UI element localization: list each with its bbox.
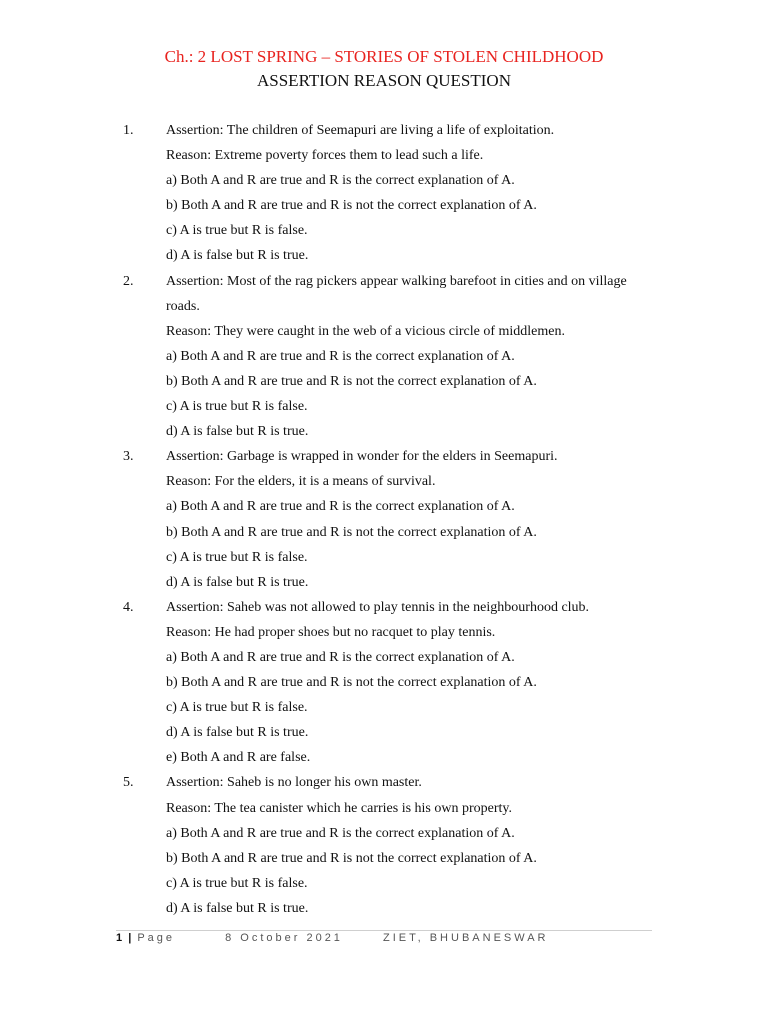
question-line — [0, 494, 768, 519]
question-text: Reason: For the elders, it is a means of survival. — [166, 474, 436, 490]
question-line — [0, 846, 768, 871]
question-text: d) A is false but R is true. — [166, 900, 309, 916]
question-text: d) A is false but R is true. — [166, 424, 309, 440]
question-line — [0, 720, 768, 745]
question-line — [0, 344, 768, 369]
question-line — [0, 570, 768, 595]
question-text: Reason: Extreme poverty forces them to lead such a life. — [166, 148, 484, 164]
question-item — [0, 595, 768, 771]
footer-separator: | — [128, 932, 132, 944]
page-label: Page — [137, 932, 176, 944]
question-text: Assertion: Most of the rag pickers appear walking barefoot in cities and on village — [166, 273, 627, 289]
footer-date: 8 October 2021 — [225, 932, 343, 944]
question-line — [0, 871, 768, 896]
question-item — [0, 444, 768, 595]
question-text: Assertion: Saheb was not allowed to play tennis in the neighbourhood club. — [166, 599, 590, 615]
question-assertion-line — [0, 444, 768, 469]
question-line — [0, 645, 768, 670]
question-text: d) A is false but R is true. — [166, 725, 309, 741]
question-assertion-line — [0, 269, 768, 294]
question-item — [0, 118, 768, 269]
question-line — [0, 419, 768, 444]
question-text: c) A is true but R is false. — [166, 549, 308, 565]
question-text: b) Both A and R are true and R is not the correct explanation of A. — [166, 850, 537, 866]
question-text: b) Both A and R are true and R is not the correct explanation of A. — [166, 198, 537, 214]
question-number: 5. — [123, 775, 134, 791]
question-line — [0, 745, 768, 770]
question-line — [0, 469, 768, 494]
page-footer — [116, 932, 652, 944]
question-number: 1. — [123, 123, 134, 138]
question-text: a) Both A and R are true and R is the correct explanation of A. — [166, 499, 515, 515]
question-line — [0, 143, 768, 168]
question-text: b) Both A and R are true and R is not the correct explanation of A. — [166, 373, 537, 389]
section-subtitle: ASSERTION REASON QUESTION — [257, 71, 511, 90]
question-line — [0, 620, 768, 645]
question-line — [0, 670, 768, 695]
question-line — [0, 243, 768, 268]
question-text: b) Both A and R are true and R is not the correct explanation of A. — [166, 524, 537, 540]
question-item — [0, 269, 768, 445]
question-line — [0, 168, 768, 193]
question-line — [0, 369, 768, 394]
question-line — [0, 896, 768, 921]
question-line — [0, 695, 768, 720]
question-text: roads. — [166, 298, 200, 314]
question-text: Reason: They were caught in the web of a vicious circle of middlemen. — [166, 323, 565, 339]
question-line — [0, 319, 768, 344]
question-text: d) A is false but R is true. — [166, 574, 309, 590]
question-text: e) Both A and R are false. — [166, 750, 311, 766]
question-text: a) Both A and R are true and R is the correct explanation of A. — [166, 348, 515, 364]
question-text: Assertion: Garbage is wrapped in wonder for the elders in Seemapuri. — [166, 449, 558, 465]
chapter-title: Ch.: 2 LOST SPRING – STORIES OF STOLEN CHILDHOOD — [164, 47, 604, 66]
question-text: a) Both A and R are true and R is the correct explanation of A. — [166, 825, 515, 841]
question-assertion-line — [0, 770, 768, 795]
question-text: Assertion: The children of Seemapuri are living a life of exploitation. — [166, 123, 555, 138]
question-text: d) A is false but R is true. — [166, 248, 309, 264]
question-number: 3. — [123, 449, 134, 465]
question-line — [0, 821, 768, 846]
footer-divider — [116, 930, 652, 931]
question-assertion-line — [0, 595, 768, 620]
question-line — [0, 520, 768, 545]
question-text: c) A is true but R is false. — [166, 700, 308, 716]
question-text: a) Both A and R are true and R is the correct explanation of A. — [166, 173, 515, 189]
footer-org: ZIET, BHUBANESWAR — [383, 932, 549, 944]
question-text: b) Both A and R are true and R is not the correct explanation of A. — [166, 675, 537, 691]
question-text: Assertion: Saheb is no longer his own master. — [166, 775, 422, 791]
question-line — [0, 796, 768, 821]
question-line — [0, 218, 768, 243]
question-item — [0, 770, 768, 921]
question-text: a) Both A and R are true and R is the correct explanation of A. — [166, 649, 515, 665]
question-number: 2. — [123, 273, 134, 289]
page-number: 1 — [116, 932, 123, 944]
question-list — [0, 118, 768, 921]
question-number: 4. — [123, 599, 134, 615]
question-line — [0, 394, 768, 419]
question-line — [0, 294, 768, 319]
question-text: c) A is true but R is false. — [166, 875, 308, 891]
question-text: Reason: The tea canister which he carries is his own property. — [166, 800, 513, 816]
question-text: c) A is true but R is false. — [166, 399, 308, 415]
question-line — [0, 193, 768, 218]
question-assertion-line — [0, 118, 768, 143]
question-text: c) A is true but R is false. — [166, 223, 308, 239]
question-text: Reason: He had proper shoes but no racquet to play tennis. — [166, 624, 496, 640]
question-line — [0, 545, 768, 570]
